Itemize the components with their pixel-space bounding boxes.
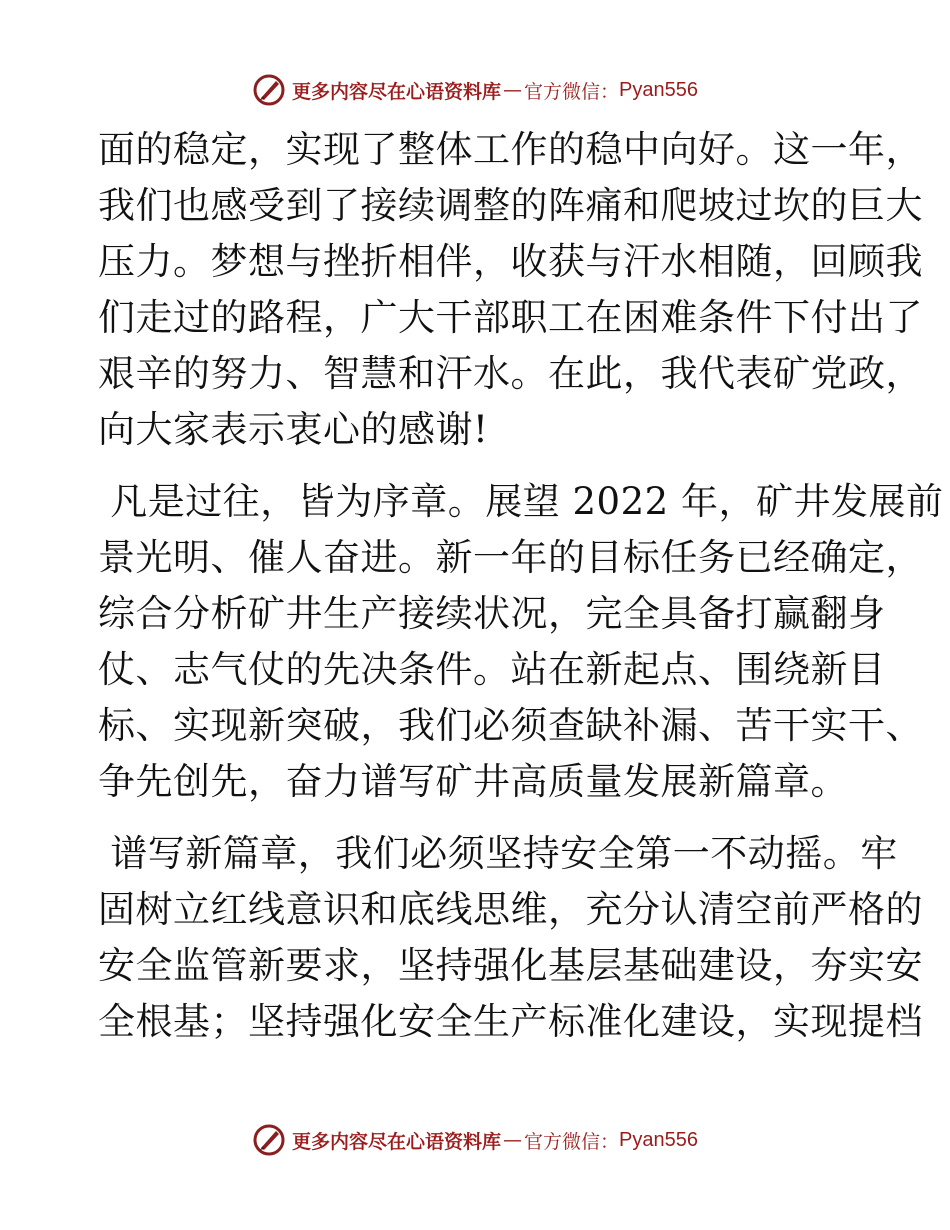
watermark-main-text: 更多内容尽在心语资料库 — [292, 80, 502, 103]
text-line: 仗、志气仗的先决条件。站在新起点、围绕新目 — [98, 648, 886, 691]
bottom-watermark-banner — [0, 1120, 950, 1160]
top-watermark-banner — [0, 70, 950, 110]
text-line: 面的稳定，实现了整体工作的稳中向好。这一年， — [98, 128, 923, 171]
text-line: 景光明、催人奋进。新一年的目标任务已经确定， — [98, 536, 923, 579]
watermark-main-text: 更多内容尽在心语资料库 — [292, 1130, 502, 1153]
text-line: 们走过的路程，广大干部职工在困难条件下付出了 — [98, 296, 923, 339]
text-line: 标、实现新突破，我们必须查缺补漏、苦干实干、 — [98, 704, 923, 747]
watermark-text — [292, 77, 698, 104]
watermark-wechat-label: 官方微信： — [524, 1130, 620, 1153]
text-line: 压力。梦想与挫折相伴，收获与汗水相随，回顾我 — [98, 240, 923, 283]
text-line: 凡是过往，皆为序章。展望 2022 年，矿井发展前 — [98, 480, 944, 523]
text-line: 综合分析矿井生产接续状况，完全具备打赢翻身 — [98, 592, 886, 635]
text-line: 我们也感受到了接续调整的阵痛和爬坡过坎的巨大 — [98, 184, 923, 227]
quill-pen-logo-icon — [252, 1123, 286, 1157]
text-line: 向大家表示衷心的感谢! — [98, 408, 489, 451]
text-line: 艰辛的努力、智慧和汗水。在此，我代表矿党政， — [98, 352, 923, 395]
watermark-text — [292, 1127, 698, 1154]
text-line: 全根基；坚持强化安全生产标准化建设，实现提档 — [98, 1000, 923, 1043]
watermark-separator: — — [503, 79, 523, 101]
text-line: 谱写新篇章，我们必须坚持安全第一不动摇。牢 — [98, 832, 898, 875]
text-line: 安全监管新要求，坚持强化基层基础建设，夯实安 — [98, 944, 923, 987]
text-line: 固树立红线意识和底线思维，充分认清空前严格的 — [98, 888, 923, 931]
watermark-wechat-id: Pyan556 — [619, 78, 698, 101]
watermark-wechat-label: 官方微信： — [524, 80, 620, 103]
paragraph-3 — [98, 826, 923, 1050]
quill-pen-logo-icon — [252, 73, 286, 107]
paragraph-1 — [98, 122, 923, 458]
paragraph-2 — [98, 474, 944, 810]
watermark-separator: — — [503, 1129, 523, 1151]
text-line: 争先创先，奋力谱写矿井高质量发展新篇章。 — [98, 760, 848, 803]
document-body — [98, 122, 944, 1050]
watermark-wechat-id: Pyan556 — [619, 1128, 698, 1151]
